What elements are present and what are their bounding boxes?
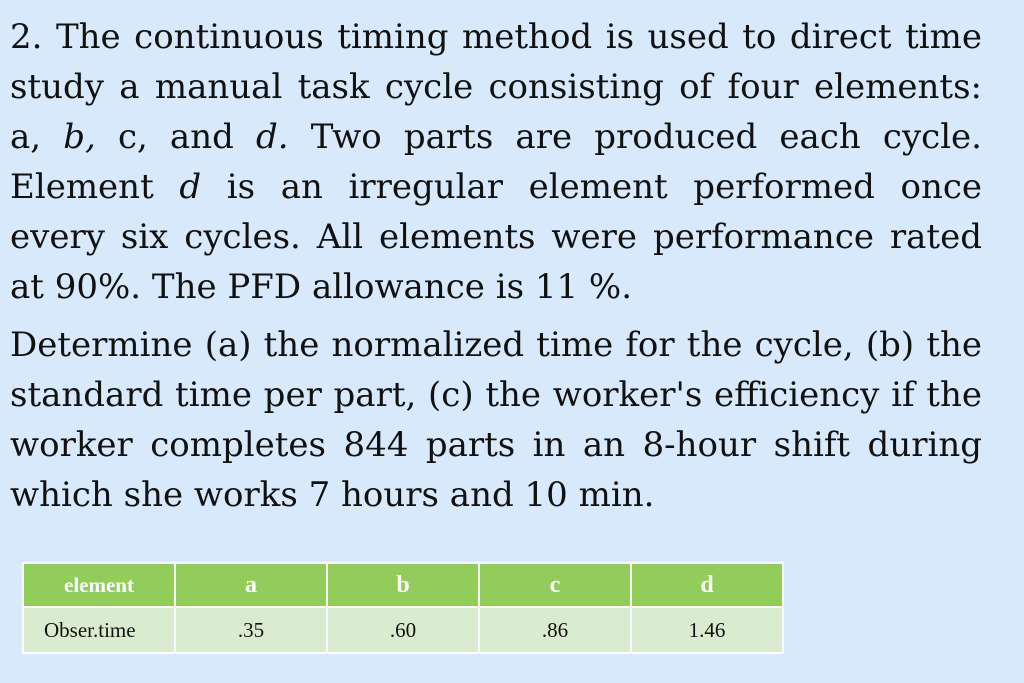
observed-times-table: [22, 562, 784, 654]
problem-statement: [10, 12, 982, 312]
value-d: 1.46: [631, 607, 783, 653]
header-c: c: [479, 563, 631, 607]
element-b-label: b,: [63, 117, 96, 157]
header-b: b: [327, 563, 479, 607]
element-d-label: d.: [256, 117, 289, 157]
question-text: Determine (a) the normalized time for the cycle, (b) the standard time per part, (c) the worker's efficiency if the worker completes 844 parts in an 8-hour shift during which she works 7 hours and 10 min.: [10, 325, 982, 515]
value-b: .60: [327, 607, 479, 653]
problem-text-a: The continuous timing method is used to direct time study a manual task cycle consisting of four elements: a,: [10, 17, 982, 157]
problem-text-e: Two parts are produced each cycle. Element: [10, 117, 982, 207]
header-d: d: [631, 563, 783, 607]
header-element: element: [23, 563, 175, 607]
element-d-label-2: d: [179, 167, 202, 207]
problem-number: 2.: [10, 17, 43, 57]
problem-text-f: is an irregular element performed once every six cycles. All elements were performance rated at 90%. The PFD allowance is 11 %.: [10, 167, 983, 307]
header-a: a: [175, 563, 327, 607]
table-header-row: [23, 563, 783, 607]
value-c: .86: [479, 607, 631, 653]
value-a: .35: [175, 607, 327, 653]
problem-text-c: c, and: [117, 117, 234, 157]
table-row: [23, 607, 783, 653]
row-label: Obser.time: [23, 607, 175, 653]
